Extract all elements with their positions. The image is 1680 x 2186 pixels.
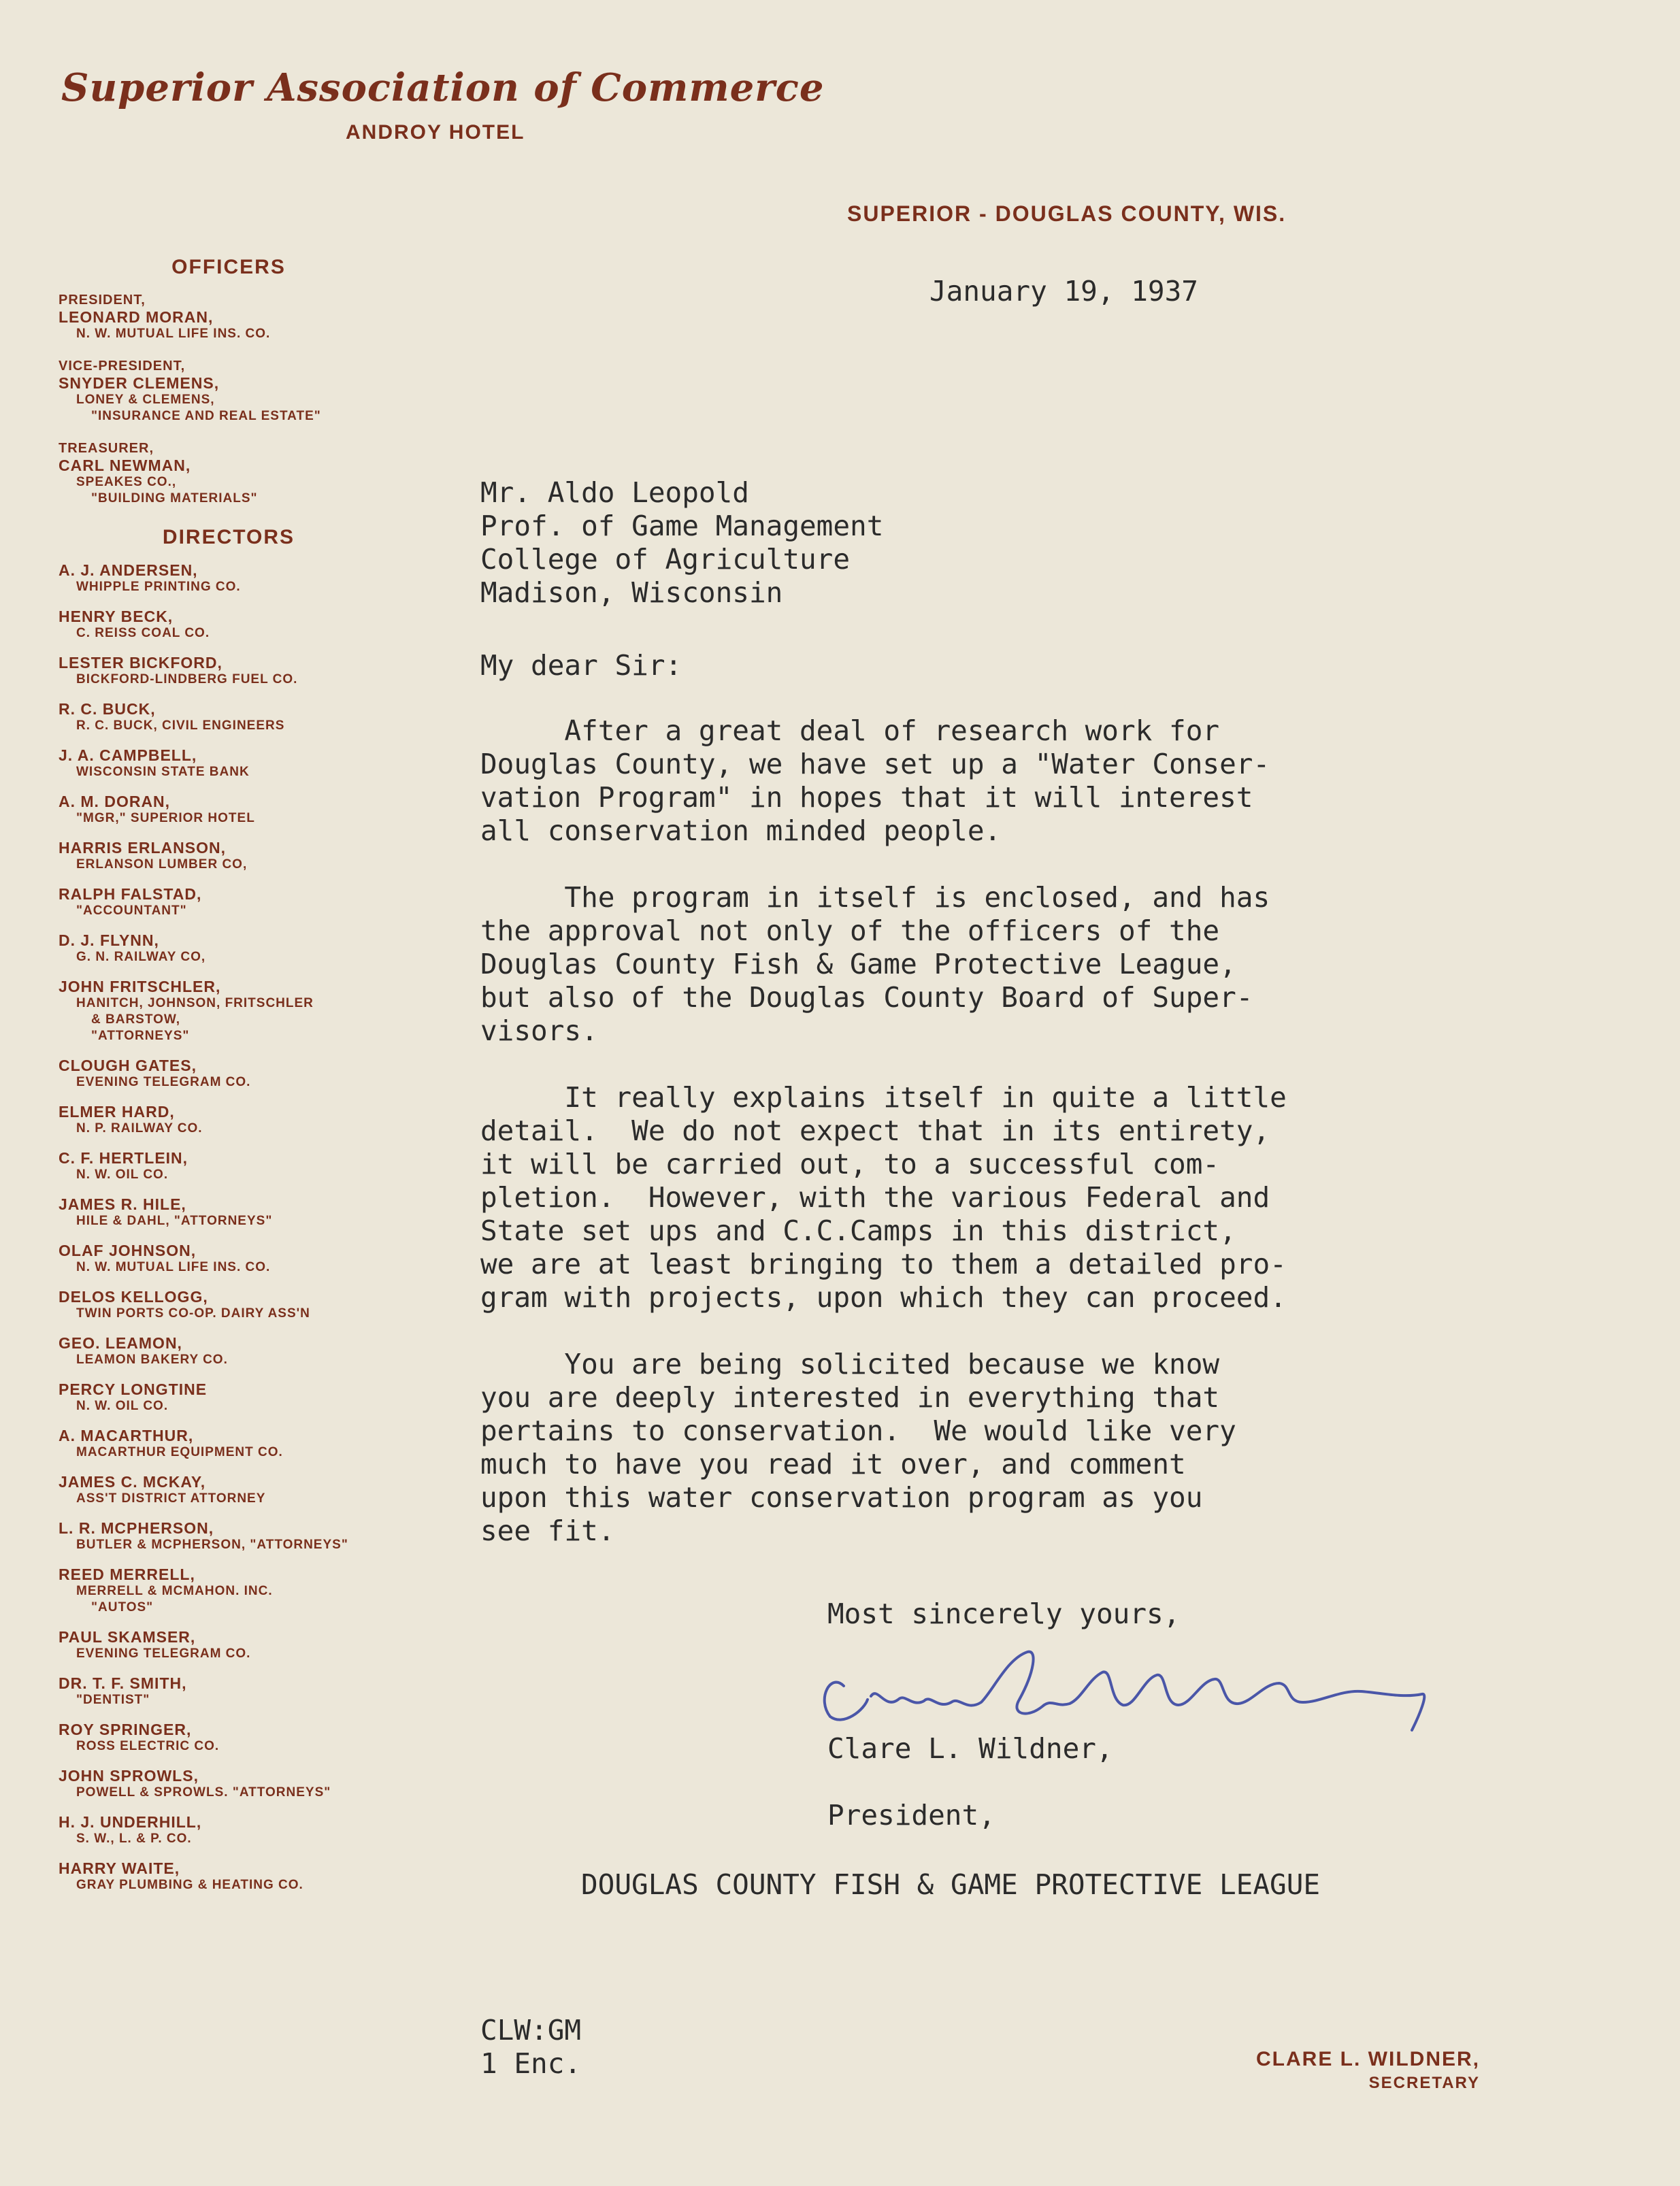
address-line: Madison, Wisconsin [480,576,783,609]
body-line: pertains to conservation. We would like very [480,1414,1236,1447]
body-line: see fit. [480,1514,615,1547]
officer-name: LEONARD MORAN, [59,308,214,326]
body-line: vation Program" in hopes that it will interest [480,781,1253,814]
salutation: My dear Sir: [480,649,682,682]
director-affiliation: "AUTOS" [91,1600,154,1614]
officers-list [59,291,467,507]
director-name: RALPH FALSTAD, [59,885,202,903]
director-entry [59,1768,467,1801]
officer-affiliation: SPEAKES CO., [76,475,177,489]
director-affiliation: POWELL & SPROWLS. "ATTORNEYS" [76,1785,331,1800]
director-entry [59,1629,467,1662]
director-name: JAMES C. MCKAY, [59,1473,206,1491]
officers-heading: OFFICERS [171,256,286,278]
director-name: LESTER BICKFORD, [59,654,223,672]
director-affiliation: TWIN PORTS CO-OP. DAIRY ASS'N [76,1306,310,1321]
director-entry [59,608,467,642]
director-affiliation: GRAY PLUMBING & HEATING CO. [76,1878,303,1892]
director-affiliation: N. W. MUTUAL LIFE INS. CO. [76,1260,271,1274]
director-affiliation: N. W. OIL CO. [76,1167,169,1182]
director-affiliation: "DENTIST" [76,1693,150,1707]
officer-entry [59,440,467,507]
director-affiliation: LEAMON BAKERY CO. [76,1353,228,1367]
director-affiliation: N. P. RAILWAY CO. [76,1121,203,1136]
officer-role: VICE-PRESIDENT, [59,359,186,374]
secretary-block [1170,2048,1480,2093]
body-line: The program in itself is enclosed, and has [480,881,1270,914]
director-name: HARRY WAITE, [59,1859,180,1877]
director-affiliation: "MGR," SUPERIOR HOTEL [76,811,255,825]
director-affiliation: EVENING TELEGRAM CO. [76,1646,251,1661]
director-affiliation: C. REISS COAL CO. [76,626,210,640]
director-affiliation: WISCONSIN STATE BANK [76,765,250,779]
director-name: A. J. ANDERSEN, [59,561,198,579]
letterhead-subtitle: ANDROY HOTEL [346,121,525,144]
body-line: Douglas County Fish & Game Protective League, [480,948,1236,980]
director-entry [59,793,467,827]
officer-affiliation: N. W. MUTUAL LIFE INS. CO. [76,327,271,341]
director-entry [59,978,467,1044]
director-name: C. F. HERTLEIN, [59,1149,188,1167]
director-affiliation: MERRELL & MCMAHON. INC. [76,1584,273,1598]
director-name: A. M. DORAN, [59,793,171,810]
director-name: JAMES R. HILE, [59,1195,186,1213]
body-paragraph [480,1081,1287,1314]
officer-affiliation: LONEY & CLEMENS, [76,393,215,407]
director-entry [59,932,467,965]
director-name: ROY SPRINGER, [59,1721,192,1738]
director-affiliation: ROSS ELECTRIC CO. [76,1739,220,1753]
officer-role: TREASURER, [59,441,154,456]
director-affiliation: "ATTORNEYS" [91,1029,190,1043]
director-entry [59,886,467,919]
address-line: College of Agriculture [480,543,851,576]
director-affiliation: HANITCH, JOHNSON, FRITSCHLER [76,996,314,1010]
director-name: PERCY LONGTINE [59,1380,208,1398]
director-name: HARRIS ERLANSON, [59,839,227,857]
director-entry [59,1474,467,1507]
director-affiliation: & BARSTOW, [91,1012,181,1027]
body-line: After a great deal of research work for [480,714,1220,747]
body-line: You are being solicited because we know [480,1348,1220,1380]
directors-list [59,562,467,1893]
director-entry [59,840,467,873]
body-paragraph [480,881,1287,1048]
director-name: HENRY BECK, [59,608,174,625]
director-affiliation: BUTLER & MCPHERSON, "ATTORNEYS" [76,1538,348,1552]
director-affiliation: R. C. BUCK, CIVIL ENGINEERS [76,718,285,733]
letter-body [480,714,1287,1581]
reference-line: 1 Enc. [480,2047,582,2080]
director-name: JOHN SPROWLS, [59,1767,199,1785]
officer-entry [59,357,467,425]
secretary-title: SECRETARY [1368,2074,1480,2092]
director-name: DELOS KELLOGG, [59,1288,208,1306]
director-affiliation: HILE & DAHL, "ATTORNEYS" [76,1214,273,1228]
director-entry [59,1381,467,1414]
director-entry [59,1289,467,1322]
director-entry [59,701,467,734]
body-line: visors. [480,1014,598,1047]
officers-directors-sidebar [59,238,467,1893]
organization-name: DOUGLAS COUNTY FISH & GAME PROTECTIVE LEAGUE [581,1868,1321,1901]
director-entry [59,1520,467,1553]
director-affiliation: WHIPPLE PRINTING CO. [76,580,241,594]
body-line: but also of the Douglas County Board of Super- [480,981,1253,1014]
body-line: much to have you read it over, and comment [480,1448,1186,1480]
reference-initials [480,2014,581,2081]
letterhead-title: Superior Association of Commerce [61,65,825,110]
director-name: ELMER HARD, [59,1103,175,1121]
director-name: A. MACARTHUR, [59,1427,194,1444]
director-name: H. J. UNDERHILL, [59,1813,202,1831]
officer-name: SNYDER CLEMENS, [59,374,220,392]
inside-address [480,476,883,610]
closing: Most sincerely yours, [827,1597,1181,1630]
director-affiliation: S. W., L. & P. CO. [76,1832,192,1846]
signer-title: President, [827,1799,995,1832]
director-name: R. C. BUCK, [59,700,156,718]
body-line: it will be carried out, to a successful com- [480,1148,1220,1180]
director-name: CLOUGH GATES, [59,1057,197,1074]
body-paragraph [480,714,1287,848]
director-entry [59,1242,467,1276]
body-paragraph [480,1348,1287,1548]
body-line: Douglas County, we have set up a "Water Conser- [480,748,1270,780]
director-name: PAUL SKAMSER, [59,1628,196,1646]
officer-affiliation: "BUILDING MATERIALS" [91,491,258,506]
director-affiliation: BICKFORD-LINDBERG FUEL CO. [76,672,298,686]
body-line: the approval not only of the officers of the [480,914,1220,947]
director-entry [59,1150,467,1183]
director-name: JOHN FRITSCHLER, [59,978,221,995]
director-affiliation: N. W. OIL CO. [76,1399,169,1413]
directors-heading: DIRECTORS [162,526,295,548]
body-line: State set ups and C.C.Camps in this district, [480,1214,1236,1247]
director-entry [59,1566,467,1616]
director-name: REED MERRELL, [59,1566,195,1583]
officer-affiliation: "INSURANCE AND REAL ESTATE" [91,409,321,423]
director-name: L. R. MCPHERSON, [59,1519,214,1537]
officer-role: PRESIDENT, [59,293,146,308]
address-line: Mr. Aldo Leopold [480,476,749,509]
director-name: J. A. CAMPBELL, [59,746,197,764]
director-affiliation: EVENING TELEGRAM CO. [76,1075,251,1089]
director-affiliation: G. N. RAILWAY CO, [76,950,206,964]
body-line: gram with projects, upon which they can proceed. [480,1281,1287,1314]
letter-date: January 19, 1937 [929,275,1198,308]
director-name: GEO. LEAMON, [59,1334,182,1352]
director-entry [59,655,467,688]
signer-name: Clare L. Wildner, [827,1732,1113,1765]
body-line: pletion. However, with the various Federal and [480,1181,1270,1214]
director-entry [59,1721,467,1755]
director-affiliation: ASS'T DISTRICT ATTORNEY [76,1491,266,1506]
director-entry [59,1860,467,1893]
director-name: D. J. FLYNN, [59,931,159,949]
body-line: all conservation minded people. [480,814,1002,847]
letterhead-location: SUPERIOR - DOUGLAS COUNTY, WIS. [847,201,1287,226]
body-line: It really explains itself in quite a little [480,1081,1287,1114]
director-affiliation: ERLANSON LUMBER CO, [76,857,248,872]
body-line: detail. We do not expect that in its entirety, [480,1114,1270,1147]
director-entry [59,1335,467,1368]
officer-name: CARL NEWMAN, [59,457,191,474]
director-entry [59,562,467,595]
director-entry [59,747,467,780]
address-line: Prof. of Game Management [480,510,884,542]
director-affiliation: "ACCOUNTANT" [76,904,187,918]
body-line: upon this water conservation program as you [480,1481,1203,1514]
director-entry [59,1196,467,1229]
director-entry [59,1057,467,1091]
body-line: you are deeply interested in everything that [480,1381,1220,1414]
director-entry [59,1427,467,1461]
body-line: we are at least bringing to them a detailed pro- [480,1248,1287,1280]
director-name: OLAF JOHNSON, [59,1242,197,1259]
director-name: DR. T. F. SMITH, [59,1674,187,1692]
director-entry [59,1104,467,1137]
director-entry [59,1675,467,1708]
handwritten-signature [803,1632,1463,1734]
secretary-name: CLARE L. WILDNER, [1256,2048,1480,2070]
reference-line: CLW:GM [480,2014,582,2047]
director-entry [59,1814,467,1847]
director-affiliation: MACARTHUR EQUIPMENT CO. [76,1445,283,1459]
officer-entry [59,291,467,342]
